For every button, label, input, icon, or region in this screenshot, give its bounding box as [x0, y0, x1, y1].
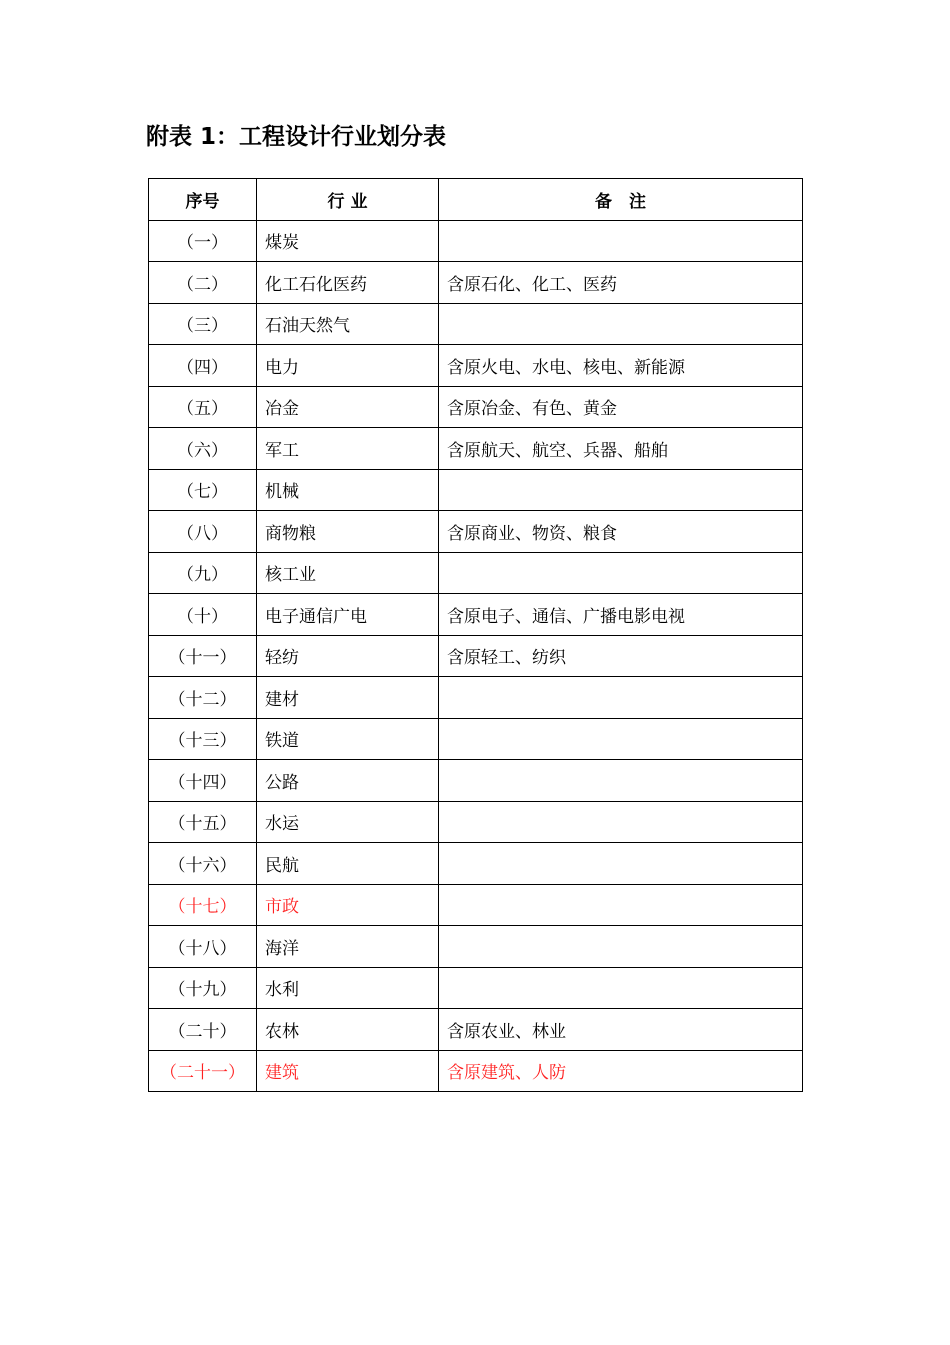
- table-row: [149, 220, 803, 262]
- row-number-cell: （二）: [149, 262, 257, 304]
- table-row: [149, 677, 803, 719]
- header-number: 序号: [149, 179, 257, 221]
- table-row: [149, 469, 803, 511]
- table-header-row: [149, 179, 803, 221]
- note-cell: 含原冶金、有色、黄金: [439, 386, 803, 428]
- industry-name-cell: 海洋: [257, 926, 439, 968]
- table-row: [149, 1009, 803, 1051]
- table-row: [149, 345, 803, 387]
- note-cell: 含原轻工、纺织: [439, 635, 803, 677]
- row-number-cell: （十五）: [149, 801, 257, 843]
- row-number-cell: （十九）: [149, 967, 257, 1009]
- table-row: [149, 718, 803, 760]
- page-title: 附表 1：工程设计行业划分表: [146, 124, 447, 150]
- industry-name-cell: 石油天然气: [257, 303, 439, 345]
- industry-name-cell: 军工: [257, 428, 439, 470]
- row-number-cell: （八）: [149, 511, 257, 553]
- table-row: [149, 428, 803, 470]
- industry-name-cell: 水运: [257, 801, 439, 843]
- row-number-cell: （十四）: [149, 760, 257, 802]
- table-row: [149, 386, 803, 428]
- row-number-cell: （九）: [149, 552, 257, 594]
- note-cell: [439, 760, 803, 802]
- table-body: [149, 220, 803, 1092]
- note-cell: 含原航天、航空、兵器、船舶: [439, 428, 803, 470]
- row-number-cell: （六）: [149, 428, 257, 470]
- note-cell: [439, 552, 803, 594]
- row-number-cell: （十八）: [149, 926, 257, 968]
- industry-name-cell: 电子通信广电: [257, 594, 439, 636]
- industry-name-cell: 核工业: [257, 552, 439, 594]
- table-row: [149, 511, 803, 553]
- table-row: [149, 1050, 803, 1092]
- row-number-cell: （二十）: [149, 1009, 257, 1051]
- table-row: [149, 594, 803, 636]
- industry-name-cell: 建材: [257, 677, 439, 719]
- industry-name-cell: 机械: [257, 469, 439, 511]
- note-cell: 含原火电、水电、核电、新能源: [439, 345, 803, 387]
- note-cell: 含原商业、物资、粮食: [439, 511, 803, 553]
- row-number-cell: （十六）: [149, 843, 257, 885]
- note-cell: [439, 926, 803, 968]
- industry-name-cell: 公路: [257, 760, 439, 802]
- note-cell: [439, 843, 803, 885]
- industry-table: [148, 178, 803, 1092]
- note-cell: [439, 303, 803, 345]
- industry-name-cell: 煤炭: [257, 220, 439, 262]
- industry-name-cell: 商物粮: [257, 511, 439, 553]
- row-number-cell: （十三）: [149, 718, 257, 760]
- row-number-cell: （七）: [149, 469, 257, 511]
- industry-name-cell: 市政: [257, 884, 439, 926]
- row-number-cell: （十二）: [149, 677, 257, 719]
- table-row: [149, 760, 803, 802]
- table-row: [149, 884, 803, 926]
- row-number-cell: （五）: [149, 386, 257, 428]
- note-cell: [439, 677, 803, 719]
- industry-name-cell: 电力: [257, 345, 439, 387]
- industry-name-cell: 化工石化医药: [257, 262, 439, 304]
- header-note: 备 注: [439, 179, 803, 221]
- note-cell: [439, 967, 803, 1009]
- industry-name-cell: 铁道: [257, 718, 439, 760]
- note-cell: 含原农业、林业: [439, 1009, 803, 1051]
- note-cell: 含原电子、通信、广播电影电视: [439, 594, 803, 636]
- row-number-cell: （十七）: [149, 884, 257, 926]
- table-row: [149, 843, 803, 885]
- header-industry: 行 业: [257, 179, 439, 221]
- row-number-cell: （四）: [149, 345, 257, 387]
- note-cell: 含原石化、化工、医药: [439, 262, 803, 304]
- industry-name-cell: 水利: [257, 967, 439, 1009]
- table-row: [149, 262, 803, 304]
- row-number-cell: （十）: [149, 594, 257, 636]
- row-number-cell: （一）: [149, 220, 257, 262]
- industry-name-cell: 农林: [257, 1009, 439, 1051]
- industry-name-cell: 建筑: [257, 1050, 439, 1092]
- note-cell: 含原建筑、人防: [439, 1050, 803, 1092]
- table-row: [149, 635, 803, 677]
- table-row: [149, 552, 803, 594]
- table-row: [149, 926, 803, 968]
- table-row: [149, 967, 803, 1009]
- note-cell: [439, 220, 803, 262]
- row-number-cell: （二十一）: [149, 1050, 257, 1092]
- row-number-cell: （十一）: [149, 635, 257, 677]
- industry-name-cell: 民航: [257, 843, 439, 885]
- note-cell: [439, 469, 803, 511]
- industry-name-cell: 冶金: [257, 386, 439, 428]
- note-cell: [439, 801, 803, 843]
- table-row: [149, 801, 803, 843]
- industry-name-cell: 轻纺: [257, 635, 439, 677]
- table-row: [149, 303, 803, 345]
- row-number-cell: （三）: [149, 303, 257, 345]
- note-cell: [439, 718, 803, 760]
- note-cell: [439, 884, 803, 926]
